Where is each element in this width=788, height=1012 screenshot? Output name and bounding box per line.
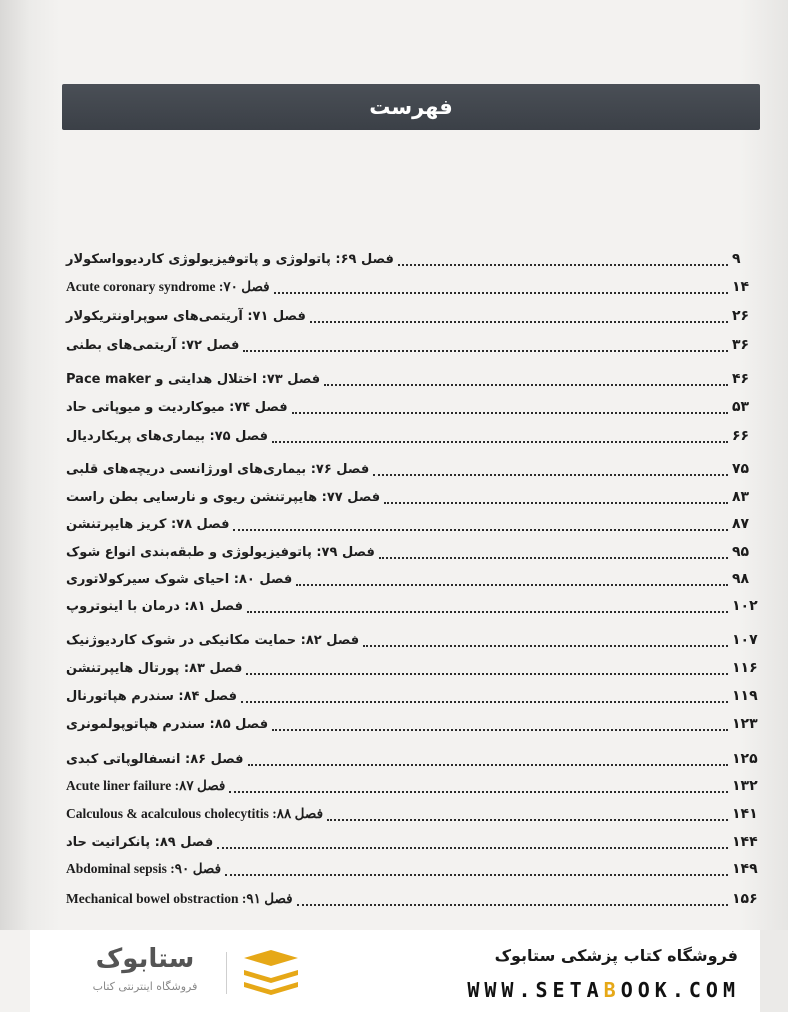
book-stack-icon [238,948,304,996]
logo-wordmark: ستابوک [95,944,195,974]
toc-entry-title: فصل ۷۴: میوکاردیت و میوپاتی حاد [66,399,288,415]
toc-entry-title: فصل ۸۵: سندرم هپاتوپولمونری [66,716,269,732]
toc-entry[interactable] [62,394,764,420]
toc-entry[interactable] [62,511,764,537]
toc-entry[interactable] [62,274,764,300]
toc-entry-title: فصل ۷۶: بیماری‌های اورژانسی دریچه‌های قلبی [66,461,370,477]
toc-entry-title: فصل ۸۳: پورتال هایپرتنشن [66,660,243,676]
toc-dot-leader [398,260,728,266]
toc-entry[interactable] [62,829,764,855]
toc-entry-title: فصل ۸۶: انسفالوپاتی کبدی [66,751,244,767]
toc-header-bar [62,84,760,130]
toc-dot-leader [225,870,728,876]
toc-page-number: ۲۶ [732,308,750,324]
toc-page-number: ۱۴۴ [732,834,758,850]
url-suffix: OOK.COM [620,978,740,1002]
toc-page-number: ۱۴۹ [732,861,758,877]
logo-divider [226,952,227,994]
toc-entry[interactable] [62,773,764,799]
toc-dot-leader [379,553,728,559]
table-of-contents [62,246,764,916]
store-name: فروشگاه کتاب پزشکی ستابوک [494,946,738,965]
toc-entry[interactable] [62,246,764,272]
toc-dot-leader [272,437,728,443]
toc-dot-leader [296,580,728,586]
toc-entry[interactable] [62,746,764,772]
toc-page-number: ۱۱۶ [732,660,758,676]
toc-entry-title: فصل ۸۲: حمایت مکانیکی در شوک کاردیوژنیک [66,632,360,648]
toc-dot-leader [274,288,728,294]
toc-entry-title: فصل ۸۷: Acute liner failure [66,778,226,793]
toc-entry-title: فصل ۸۴: سندرم هپاتورنال [66,688,237,704]
toc-entry[interactable] [62,366,764,392]
toc-page-number: ۵۳ [732,399,750,415]
toc-entry[interactable] [62,332,764,358]
toc-dot-leader [384,498,728,504]
toc-page-number: ۱۵۶ [732,891,758,907]
toc-dot-leader [310,317,728,323]
toc-entry-title: فصل ۷۲: آریتمی‌های بطنی [66,337,240,353]
toc-entry[interactable] [62,456,764,482]
toc-dot-leader [241,697,728,703]
toc-entry-title: فصل ۹۱: Mechanical bowel obstraction [66,891,293,906]
toc-dot-leader [327,815,728,821]
toc-entry[interactable] [62,593,764,619]
toc-entry[interactable] [62,484,764,510]
toc-page-number: ۱۰۲ [732,598,758,614]
toc-entry[interactable] [62,303,764,329]
toc-page-number: ۴۶ [732,371,750,387]
toc-entry-title: فصل ۷۱: آریتمی‌های سوپراونتریکولار [66,308,306,324]
toc-entry-title: فصل ۸۱: درمان با اینوتروپ [66,598,243,614]
toc-entry-title: فصل ۷۷: هایپرتنشن ریوی و نارسایی بطن راست [66,489,381,505]
toc-page-number: ۱۴ [732,279,750,295]
page-edge [760,930,788,1012]
toc-entry-title: فصل ۸۸: Calculous & acalculous cholecytitis [66,806,324,821]
toc-entry[interactable] [62,886,764,912]
toc-page-number: ۱۳۲ [732,778,758,794]
url-accent-letter: B [603,978,621,1002]
toc-page-number: ۸۳ [732,489,750,505]
toc-entry-title: فصل ۸۹: پانکراتیت حاد [66,834,214,850]
toc-entry-title: فصل ۶۹: پاتولوژی و پاتوفیزیولوژی کاردیوواسکولار [66,251,394,267]
toc-dot-leader [272,725,728,731]
toc-entry-title: فصل ۷۸: کریز هایپرتنشن [66,516,230,532]
toc-dot-leader [229,787,728,793]
toc-entry-title: فصل ۹۰: Abdominal sepsis [66,861,222,876]
toc-page-number: ۱۲۵ [732,751,758,767]
toc-page-number: ۱۰۷ [732,632,758,648]
toc-entry[interactable] [62,423,764,449]
toc-entry[interactable] [62,655,764,681]
store-url[interactable] [467,978,740,1002]
store-banner [30,930,760,1012]
toc-entry[interactable] [62,539,764,565]
toc-dot-leader [217,843,728,849]
toc-entry[interactable] [62,856,764,882]
toc-dot-leader [373,470,728,476]
toc-entry[interactable] [62,801,764,827]
toc-page-number: ۱۴۱ [732,806,758,822]
toc-dot-leader [247,607,728,613]
toc-entry[interactable] [62,711,764,737]
toc-page-number: ۸۷ [732,516,750,532]
page-title: فهرست [369,95,453,119]
toc-page-number: ۳۶ [732,337,750,353]
toc-entry[interactable] [62,627,764,653]
toc-entry-title: فصل ۷۹: پاتوفیزیولوژی و طبقه‌بندی انواع شوک [66,544,375,560]
toc-page-number: ۹ [732,251,741,267]
toc-dot-leader [292,408,728,414]
toc-page-number: ۱۲۳ [732,716,758,732]
toc-dot-leader [297,900,728,906]
toc-dot-leader [246,669,728,675]
toc-dot-leader [248,760,728,766]
toc-entry[interactable] [62,566,764,592]
toc-page-number: ۷۵ [732,461,750,477]
toc-page-number: ۱۱۹ [732,688,758,704]
toc-page-number: ۶۶ [732,428,750,444]
toc-entry-title: فصل ۷۰: Acute coronary syndrome [66,279,270,294]
toc-entry-title: فصل ۸۰: احیای شوک سیرکولاتوری [66,571,293,587]
toc-dot-leader [233,525,728,531]
toc-page-number: ۹۵ [732,544,750,560]
toc-entry-title: فصل ۷۵: بیماری‌های پریکاردیال [66,428,269,444]
toc-entry-title: فصل ۷۳: اختلال هدایتی و Pace maker [66,371,321,387]
store-logo [70,944,310,1000]
toc-dot-leader [324,380,728,386]
toc-page-number: ۹۸ [732,571,750,587]
toc-entry[interactable] [62,683,764,709]
toc-dot-leader [363,641,728,647]
toc-dot-leader [243,346,728,352]
url-prefix: WWW.SETA [467,978,604,1002]
logo-tagline: فروشگاه اینترنتی کتاب [92,980,198,993]
